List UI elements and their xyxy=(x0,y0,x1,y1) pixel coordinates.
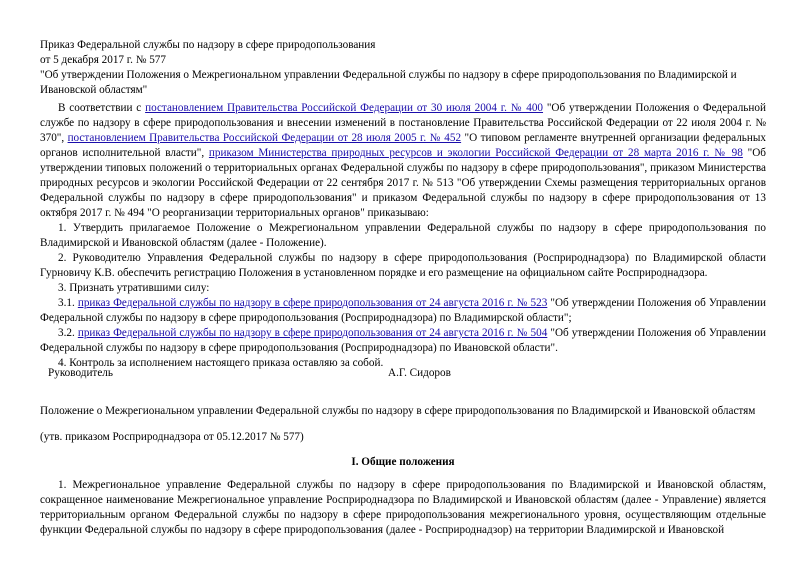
item-1: 1. Утвердить прилагаемое Положение о Межрегиональном управлении Федеральной службы по надзору в сфере природопользования по Владимирской и Ивановской областям (далее - Положение). xyxy=(40,222,766,249)
link-prikaz-504[interactable]: приказ Федеральной службы по надзору в сфере природопользования от 24 августа 2016 г. № 504 xyxy=(77,327,548,339)
link-prikaz-523[interactable]: приказ Федеральной службы по надзору в сфере природопользования от 24 августа 2016 г. № 523 xyxy=(77,297,548,309)
item-number: 3.1. xyxy=(58,297,78,309)
section-body xyxy=(40,478,766,538)
preamble-text: В соответствии с xyxy=(58,102,146,114)
signature-block xyxy=(48,366,766,381)
section-heading-text: I. Общие положения xyxy=(351,456,455,468)
item-text: "Об утверждении Положения об Управлении Федеральной службы по надзору в сфере природопользования (Росприроднадзора) по Ивановской области". xyxy=(40,327,767,354)
preamble-text: "Об утверждении типовых положений о территориальных органах Федеральной службы по надзору в сфере природопользования", приказом Министерства природных ресурсов и экологии Российской Федерации от 22 сентября 2017 г. № 513 "Об утверждении Схемы размещения территориальных органов Федеральной службы по надзору в сфере природопользования" и приказом Федеральной службы по надзору в сфере природопользования от 13 октября 2017 г. № 494 "О реорганизации территориальных органов" приказываю: xyxy=(40,147,767,219)
order-header xyxy=(40,38,766,98)
preamble-text: "О типовом регламенте внутренней организации федеральных органов исполнительной власти", xyxy=(40,132,766,159)
link-prikaz-98[interactable]: приказом Министерства природных ресурсов и экологии Российской Федерации от 28 марта 2016 г. № 98 xyxy=(208,147,743,159)
item-2: 2. Руководителю Управления Федеральной службы по надзору в сфере природопользования (Росприроднадзора) по Владимирской области Гурновичу К.В. обеспечить регистрацию Положения в установленном порядке и его размещение на официальном сайте Росприроднадзора. xyxy=(40,252,766,279)
header-line-1: Приказ Федеральной службы по надзору в сфере природопользования xyxy=(40,39,376,51)
item-3: 3. Признать утратившими силу: xyxy=(58,282,210,294)
preamble xyxy=(40,101,766,221)
section-heading xyxy=(40,455,766,470)
header-line-3: "Об утверждении Положения о Межрегиональном управлении Федеральной службы по надзору в сфере природопользования по Владимирской и Ивановской областям" xyxy=(40,69,737,96)
item-3-1 xyxy=(40,296,766,326)
regulation-title-text: Положение о Межрегиональном управлении Федеральной службы по надзору в сфере природопользования по Владимирской и Ивановской областям xyxy=(40,405,756,417)
regulation-title xyxy=(40,404,766,419)
item-4: 4. Контроль за исполнением настоящего приказа оставляю за собой. xyxy=(58,357,384,369)
regulation-item-1: 1. Межрегиональное управление Федеральной службы по надзору в сфере природопользования по Владимирской и Ивановской областям, сокращенное наименование Межрегиональное управление Росприроднадзора по Владимирской и Ивановской областям (далее - Управление) является территориальным органом Федеральной службы по надзору в сфере природопользования межрегионального уровня, осуществляющим отдельные функции Федеральной службы по надзору в сфере природопользования (далее - Росприроднадзор) на территории Владимирской и Ивановской xyxy=(40,479,766,536)
header-line-2: от 5 декабря 2017 г. № 577 xyxy=(40,54,166,66)
regulation-approval xyxy=(40,430,766,445)
preamble-text: "Об утверждении Положения о Федеральной службе по надзору в сфере природопользования и внесении изменений в постановление Правительства Российской Федерации от 22 июля 2004 г. № 370", xyxy=(40,102,766,144)
link-postanovlenie-452[interactable]: постановлением Правительства Российской Федерации от 28 июля 2005 г. № 452 xyxy=(67,132,462,144)
link-postanovlenie-400[interactable]: постановлением Правительства Российской Федерации от 30 июля 2004 г. № 400 xyxy=(145,102,544,114)
item-3-2 xyxy=(40,326,766,356)
item-number: 3.2. xyxy=(58,327,78,339)
signature-role: Руководитель xyxy=(48,367,113,379)
regulation-approved: (утв. приказом Росприроднадзора от 05.12.2017 № 577) xyxy=(40,431,304,443)
order-body xyxy=(40,101,766,371)
item-text: "Об утверждении Положения об Управлении Федеральной службы по надзору в сфере природопользования (Росприроднадзора) по Владимирской области"; xyxy=(40,297,767,324)
signature-name: А.Г. Сидоров xyxy=(388,367,451,379)
